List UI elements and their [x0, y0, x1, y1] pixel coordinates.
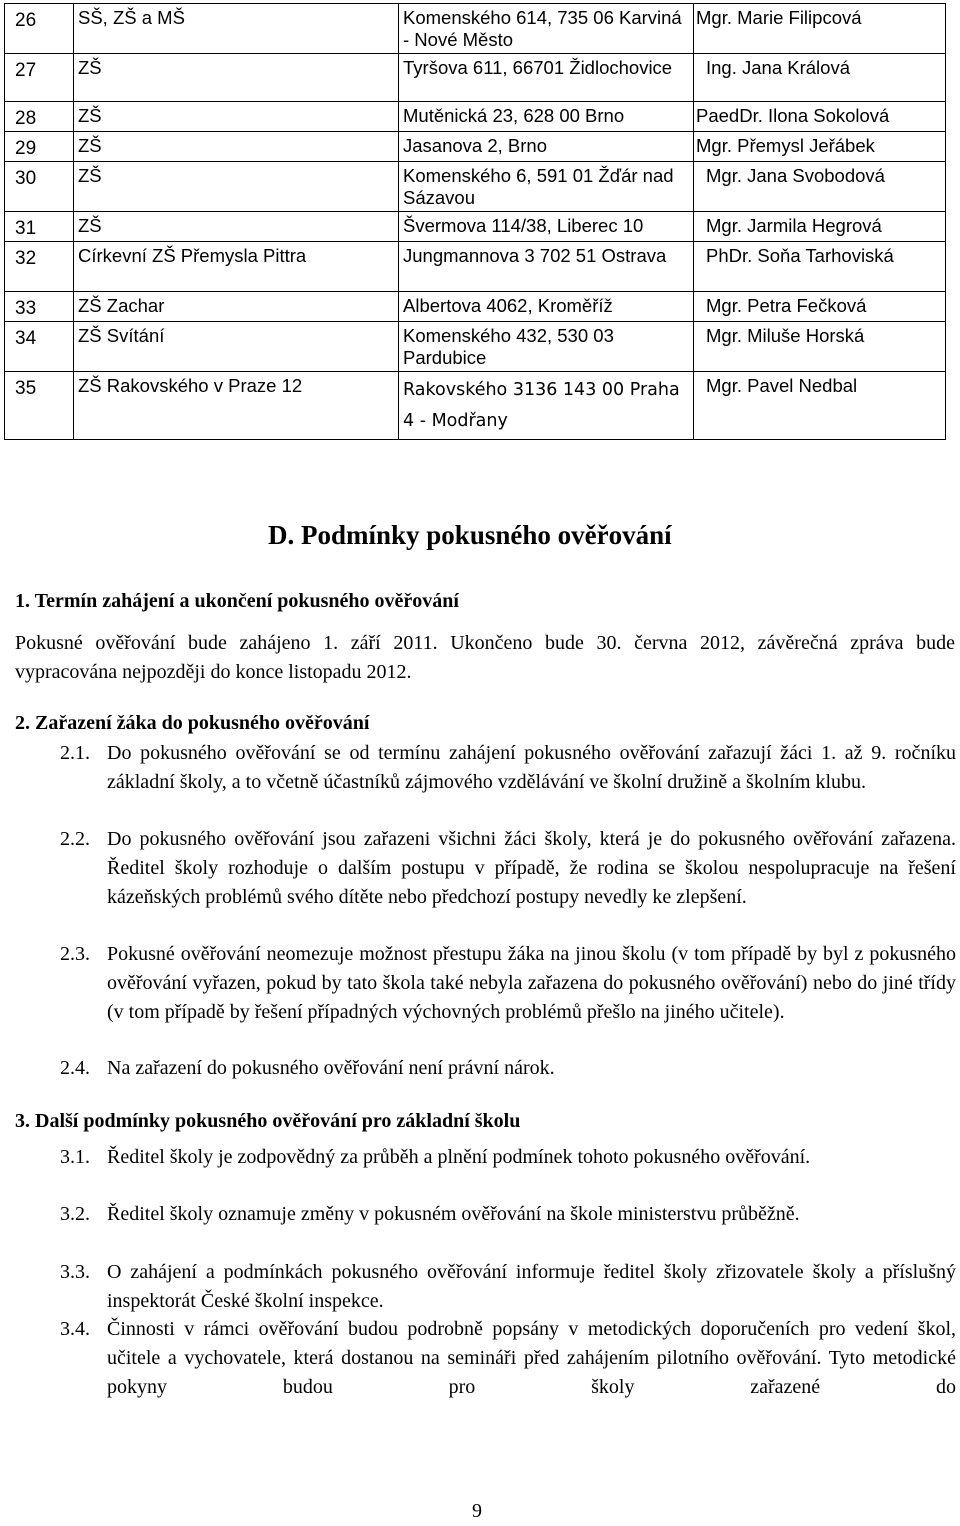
item-3-3: [60, 1258, 956, 1316]
row-number: 34: [5, 322, 74, 372]
item-2-1: [60, 739, 956, 797]
table-row: [5, 242, 946, 292]
table-row: [5, 162, 946, 212]
school-director: Mgr. Jarmila Hegrová: [694, 212, 946, 242]
item-3-2: [60, 1200, 956, 1229]
school-type: ZŠ: [74, 212, 399, 242]
item-text: Do pokusného ověřování jsou zařazeni všichni žáci školy, která je do pokusného ověřování zařazena. Ředitel školy rozhoduje o dalším postupu v případě, že rodina se školou nespolupracuje na řešení kázeňských problémů svého dítěte nebo předchozí postupy nevedly ke zlepšení.: [107, 828, 956, 908]
item-number: 2.4.: [60, 1057, 90, 1079]
item-number: 2.2.: [60, 828, 90, 850]
school-type: ZŠ Rakovského v Praze 12: [74, 372, 399, 440]
item-text: Ředitel školy oznamuje změny v pokusném ověřování na škole ministerstvu průběžně.: [107, 1203, 800, 1225]
item-text: Činnosti v rámci ověřování budou podrobně popsány v metodických doporučeních pro vedení škol, učitele a vychovatele, která dostanou na semináři před zahájením pilotního ověřování. Tyto metodické pokyny budou pro školy zařazené do: [107, 1318, 956, 1398]
item-number: 2.1.: [60, 742, 90, 764]
school-address: Jasanova 2, Brno: [399, 132, 694, 162]
school-type: ZŠ: [74, 102, 399, 132]
row-number: 28: [5, 102, 74, 132]
table-row: [5, 372, 946, 440]
school-address: Jungmannova 3 702 51 Ostrava: [399, 242, 694, 292]
section-1-title: 1. Termín zahájení a ukončení pokusného ověřování: [15, 590, 459, 612]
row-number: 31: [5, 212, 74, 242]
school-address: Albertova 4062, Kroměříž: [399, 292, 694, 322]
school-address: Komenského 614, 735 06 Karviná - Nové Město: [399, 4, 694, 54]
item-3-1: [60, 1143, 956, 1172]
school-type: ZŠ: [74, 132, 399, 162]
school-director: Mgr. Marie Filipcová: [694, 4, 946, 54]
section-d-title: D. Podmínky pokusného ověřování: [268, 520, 672, 550]
item-2-3: [60, 940, 956, 1027]
row-number: 29: [5, 132, 74, 162]
section-3-title: 3. Další podmínky pokusného ověřování pro základní školu: [15, 1110, 521, 1132]
item-2-2: [60, 825, 956, 912]
school-director: Mgr. Petra Fečková: [694, 292, 946, 322]
school-director: Mgr. Miluše Horská: [694, 322, 946, 372]
school-director: Mgr. Pavel Nedbal: [694, 372, 946, 440]
school-director: PhDr. Soňa Tarhoviská: [694, 242, 946, 292]
school-address: Komenského 6, 591 01 Žďár nad Sázavou: [399, 162, 694, 212]
item-number: 3.1.: [60, 1146, 90, 1168]
row-number: 26: [5, 4, 74, 54]
item-text: Do pokusného ověřování se od termínu zahájení pokusného ověřování zařazují žáci 1. až 9. ročníku základní školy, a to včetně účastníků zájmového vzdělávání ve školní družině a školním klubu.: [107, 742, 956, 793]
school-address: Komenského 432, 530 03 Pardubice: [399, 322, 694, 372]
school-type: ZŠ: [74, 162, 399, 212]
item-3-4: [60, 1315, 956, 1402]
row-number: 27: [5, 54, 74, 102]
school-director: PaedDr. Ilona Sokolová: [694, 102, 946, 132]
table-row: [5, 212, 946, 242]
school-type: SŠ, ZŠ a MŠ: [74, 4, 399, 54]
item-2-4: [60, 1054, 956, 1083]
school-type: Církevní ZŠ Přemysla Pittra: [74, 242, 399, 292]
school-type: ZŠ: [74, 54, 399, 102]
item-number: 3.2.: [60, 1203, 90, 1225]
table-row: [5, 102, 946, 132]
section-1-text: Pokusné ověřování bude zahájeno 1. září 2011. Ukončeno bude 30. června 2012, závěrečná zpráva bude vypracována nejpozději do konce listopadu 2012.: [15, 632, 955, 683]
item-text: Pokusné ověřování neomezuje možnost přestupu žáka na jinou školu (v tom případě by byl z pokusného ověřování vyřazen, pokud by tato škola také nebyla zařazena do pokusného ověřování) nebo do jiné třídy (v tom případě by řešení případných výchovných problémů přešlo na jiného učitele).: [107, 943, 956, 1023]
school-address: Rakovského 3136 143 00 Praha 4 - Modřany: [399, 372, 694, 440]
row-number: 35: [5, 372, 74, 440]
page-number: 9: [472, 1500, 482, 1522]
school-director: Ing. Jana Králová: [694, 54, 946, 102]
school-director: Mgr. Jana Svobodová: [694, 162, 946, 212]
row-number: 30: [5, 162, 74, 212]
item-number: 3.3.: [60, 1261, 90, 1283]
row-number: 32: [5, 242, 74, 292]
item-text: Na zařazení do pokusného ověřování není právní nárok.: [107, 1057, 555, 1079]
table-row: [5, 54, 946, 102]
school-address: Švermova 114/38, Liberec 10: [399, 212, 694, 242]
table-row: [5, 4, 946, 54]
table-row: [5, 322, 946, 372]
item-number: 3.4.: [60, 1318, 90, 1340]
school-address: Tyršova 611, 66701 Židlochovice: [399, 54, 694, 102]
school-type: ZŠ Svítání: [74, 322, 399, 372]
school-type: ZŠ Zachar: [74, 292, 399, 322]
item-text: O zahájení a podmínkách pokusného ověřování informuje ředitel školy zřizovatele školy a příslušný inspektorát České školní inspekce.: [107, 1261, 956, 1312]
school-director: Mgr. Přemysl Jeřábek: [694, 132, 946, 162]
row-number: 33: [5, 292, 74, 322]
table-row: [5, 132, 946, 162]
school-address: Mutěnická 23, 628 00 Brno: [399, 102, 694, 132]
item-text: Ředitel školy je zodpovědný za průběh a plnění podmínek tohoto pokusného ověřování.: [107, 1146, 811, 1168]
item-number: 2.3.: [60, 943, 90, 965]
schools-table: [4, 3, 946, 440]
table-row: [5, 292, 946, 322]
section-2-title: 2. Zařazení žáka do pokusného ověřování: [15, 712, 370, 734]
